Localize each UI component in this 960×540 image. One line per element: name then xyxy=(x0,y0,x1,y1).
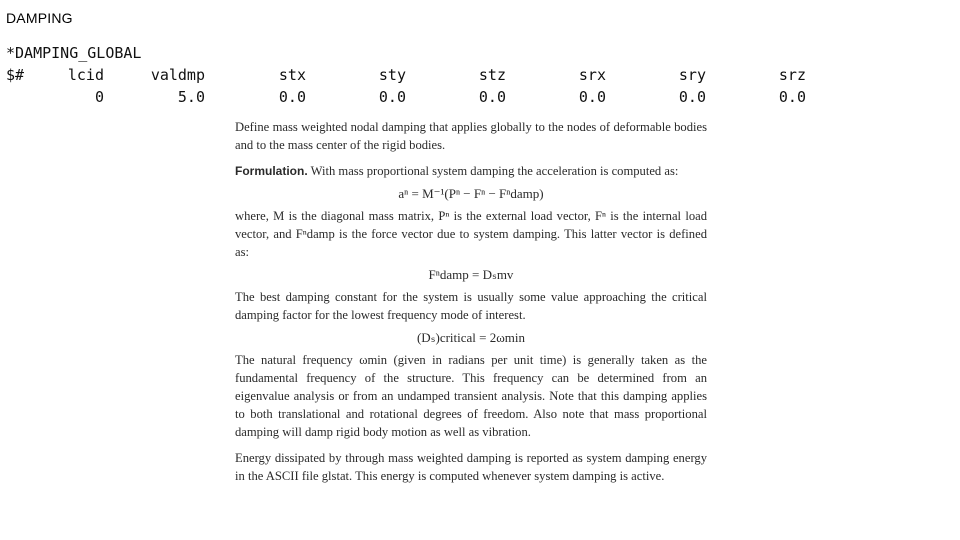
formulation-text: With mass proportional system damping the acceleration is computed as: xyxy=(310,164,679,178)
card-value-srz: 0.0 xyxy=(778,88,806,106)
formulation-label: Formulation. xyxy=(235,164,308,178)
where-paragraph: where, M is the diagonal mass matrix, Pⁿ is the external load vector, Fⁿ is the internal load vector, and Fⁿdamp is the force vector due to system damping. This latter vector is defined as: xyxy=(235,209,707,259)
card-value-srx: 0.0 xyxy=(578,88,606,106)
card-header-valdmp: valdmp xyxy=(150,66,205,84)
best-constant-paragraph: The best damping constant for the system is usually some value approaching the critical damping factor for the lowest frequency mode of interest. xyxy=(235,290,707,322)
page-title: DAMPING xyxy=(6,10,73,26)
keyword-line: *DAMPING_GLOBAL xyxy=(6,44,142,62)
natural-frequency-paragraph: The natural frequency ωmin (given in radians per unit time) is generally taken as the fundamental frequency of the structure. This frequency can be determined from an eigenvalue analysis or from an undamped transient analysis. Note that this damping applies to both translational and rotational degrees of freedom. Also note that mass proportional damping will damp rigid body motion as well as vibration. xyxy=(235,353,707,439)
equation-damping-force: Fⁿdamp = Dₛmv xyxy=(428,267,514,282)
card-header-stz: stz xyxy=(478,66,506,84)
equation-critical: (Dₛ)critical = 2ωmin xyxy=(416,330,526,345)
card-header-srz: srz xyxy=(778,66,806,84)
equation-acceleration: aⁿ = M⁻¹(Pⁿ − Fⁿ − Fⁿdamp) xyxy=(398,186,544,201)
card-value-valdmp: 5.0 xyxy=(177,88,205,106)
card-value-lcid: 0 xyxy=(94,88,104,106)
manual-excerpt xyxy=(235,118,707,485)
card-header-srx: srx xyxy=(578,66,606,84)
card-value-stz: 0.0 xyxy=(478,88,506,106)
card-header-lcid: lcid xyxy=(67,66,104,84)
energy-paragraph: Energy dissipated by through mass weighted damping is reported as system damping energy in the ASCII file glstat. This energy is computed whenever system damping is active. xyxy=(235,451,707,483)
card-value-sry: 0.0 xyxy=(678,88,706,106)
card-value-stx: 0.0 xyxy=(278,88,306,106)
card-header-sty: sty xyxy=(378,66,406,84)
card-header-comment: $# xyxy=(6,66,25,84)
card-header-stx: stx xyxy=(278,66,306,84)
intro-paragraph: Define mass weighted nodal damping that applies globally to the nodes of deformable bodies and to the mass center of the rigid bodies. xyxy=(235,120,707,152)
card-value-sty: 0.0 xyxy=(378,88,406,106)
formulation-paragraph xyxy=(235,162,707,180)
card-header-sry: sry xyxy=(678,66,706,84)
